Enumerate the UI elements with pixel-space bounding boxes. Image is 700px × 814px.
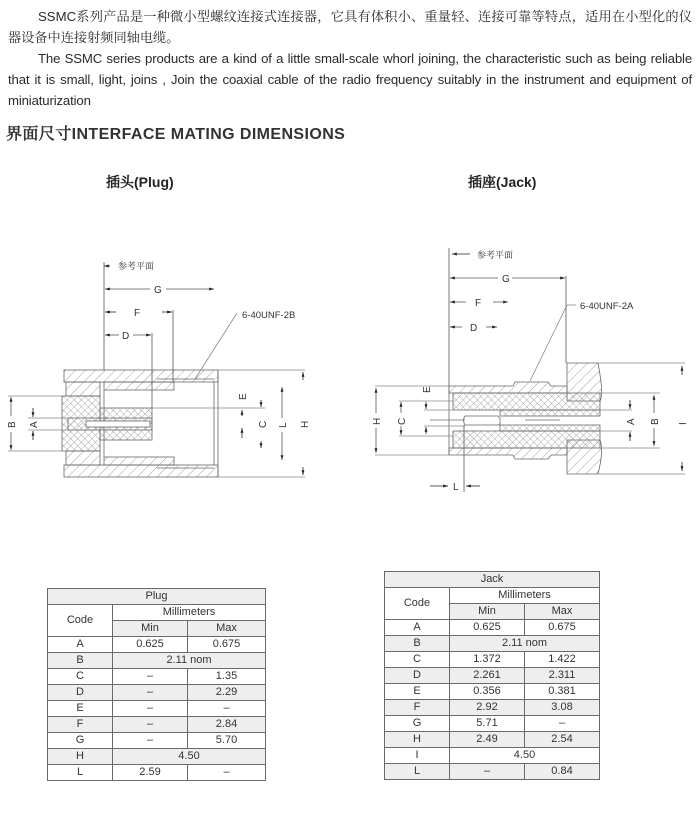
cell-nominal: 2.11 nom bbox=[113, 653, 266, 669]
jack-dimensions-table bbox=[384, 571, 600, 780]
cell-min: – bbox=[113, 733, 188, 749]
plug-center-socket bbox=[86, 421, 150, 427]
table-header-row bbox=[48, 605, 266, 621]
plug-label-G: G bbox=[154, 285, 162, 296]
cell-code: L bbox=[385, 764, 450, 780]
table-row bbox=[48, 765, 266, 781]
cell-max: 1.422 bbox=[525, 652, 600, 668]
jack-label-E: E bbox=[422, 386, 433, 393]
jack-unit-header: Millimeters bbox=[450, 588, 600, 604]
table-row bbox=[385, 652, 600, 668]
jack-label-D: D bbox=[470, 323, 478, 334]
cell-code: A bbox=[385, 620, 450, 636]
table-row bbox=[385, 684, 600, 700]
cell-max: 3.08 bbox=[525, 700, 600, 716]
plug-thread-label: 6-40UNF-2B bbox=[242, 310, 296, 321]
cell-code: G bbox=[385, 716, 450, 732]
cell-max: 2.29 bbox=[188, 685, 266, 701]
plug-shell-top bbox=[64, 370, 218, 382]
cell-max: – bbox=[188, 701, 266, 717]
cell-max: – bbox=[188, 765, 266, 781]
section-title: 界面尺寸INTERFACE MATING DIMENSIONS bbox=[6, 126, 346, 143]
cell-min: 0.625 bbox=[113, 637, 188, 653]
cell-code: C bbox=[385, 652, 450, 668]
cell-max: 5.70 bbox=[188, 733, 266, 749]
cell-min: 0.356 bbox=[450, 684, 525, 700]
cell-code: B bbox=[385, 636, 450, 652]
jack-label-L: L bbox=[453, 482, 459, 493]
table-row bbox=[48, 685, 266, 701]
plug-label-L: L bbox=[278, 422, 289, 428]
jack-table-title: Jack bbox=[385, 572, 600, 588]
jack-label-B: B bbox=[650, 418, 661, 425]
plug-unit-header: Millimeters bbox=[113, 605, 266, 621]
cell-code: D bbox=[385, 668, 450, 684]
cell-max: – bbox=[525, 716, 600, 732]
table-row bbox=[48, 733, 266, 749]
cell-nominal: 4.50 bbox=[450, 748, 600, 764]
plug-label-B: B bbox=[7, 421, 18, 428]
cell-min: 2.92 bbox=[450, 700, 525, 716]
cell-min: 2.59 bbox=[113, 765, 188, 781]
table-row bbox=[385, 636, 600, 652]
jack-label-I: I bbox=[678, 422, 689, 425]
plug-shell-bottom bbox=[64, 465, 218, 477]
cell-max: 2.54 bbox=[525, 732, 600, 748]
jack-label-A: A bbox=[626, 418, 637, 425]
table-row bbox=[48, 653, 266, 669]
cell-code: H bbox=[48, 749, 113, 765]
cell-code: L bbox=[48, 765, 113, 781]
plug-label-E: E bbox=[238, 393, 249, 400]
cell-code: G bbox=[48, 733, 113, 749]
table-row bbox=[385, 668, 600, 684]
intro-english: The SSMC series products are a kind of a little small-scale whorl joining, the characteristic such as being reliable that it is small, light, joins , Join the coaxial cable of the radio frequency suitably in the instrument and equipment of miniaturization bbox=[8, 51, 692, 108]
plug-label-D: D bbox=[122, 331, 130, 342]
jack-label-F: F bbox=[475, 298, 482, 309]
table-row bbox=[385, 764, 600, 780]
plug-max-header: Max bbox=[188, 621, 266, 637]
cell-min: 5.71 bbox=[450, 716, 525, 732]
table-title-row bbox=[385, 572, 600, 588]
cell-min: 0.625 bbox=[450, 620, 525, 636]
jack-max-header: Max bbox=[525, 604, 600, 620]
cell-code: C bbox=[48, 669, 113, 685]
cell-min: – bbox=[113, 701, 188, 717]
plug-label-C: C bbox=[258, 420, 269, 428]
cell-max: 2.311 bbox=[525, 668, 600, 684]
plug-label-H: H bbox=[300, 420, 311, 428]
intro-chinese: SSMC系列产品是一种微小型螺纹连接式连接器，它具有体积小、重量轻、连接可靠等特点，适用在小型化的仪器设备中连接射频同轴电缆。 bbox=[8, 9, 692, 45]
jack-label-G: G bbox=[502, 274, 510, 285]
cell-code: F bbox=[48, 717, 113, 733]
plug-title: 插头(Plug) bbox=[106, 174, 174, 190]
plug-dim-labels bbox=[7, 260, 311, 428]
jack-center-pin bbox=[464, 416, 501, 425]
jack-title: 插座(Jack) bbox=[468, 174, 537, 190]
jack-dielectric bbox=[453, 393, 600, 410]
cell-code: A bbox=[48, 637, 113, 653]
jack-thread-label: 6-40UNF-2A bbox=[580, 301, 634, 312]
cell-code: I bbox=[385, 748, 450, 764]
cell-min: – bbox=[450, 764, 525, 780]
cell-max: 0.675 bbox=[525, 620, 600, 636]
jack-reference-plane: 参考平面 bbox=[477, 250, 514, 260]
cell-code: F bbox=[385, 700, 450, 716]
cell-min: – bbox=[113, 685, 188, 701]
jack-min-header: Min bbox=[450, 604, 525, 620]
cell-min: – bbox=[113, 669, 188, 685]
table-row bbox=[385, 732, 600, 748]
cell-min: 2.49 bbox=[450, 732, 525, 748]
cell-nominal: 2.11 nom bbox=[450, 636, 600, 652]
table-title-row bbox=[48, 589, 266, 605]
cell-code: B bbox=[48, 653, 113, 669]
table-row bbox=[385, 700, 600, 716]
plug-reference-plane: 参考平面 bbox=[118, 261, 155, 271]
cell-code: E bbox=[48, 701, 113, 717]
plug-label-A: A bbox=[29, 421, 40, 428]
jack-drawing bbox=[375, 248, 685, 492]
plug-code-header: Code bbox=[48, 605, 113, 637]
table-row bbox=[48, 717, 266, 733]
plug-dimensions-table bbox=[47, 588, 266, 781]
jack-code-header: Code bbox=[385, 588, 450, 620]
table-row bbox=[48, 669, 266, 685]
table-row bbox=[48, 701, 266, 717]
plug-min-header: Min bbox=[113, 621, 188, 637]
cell-max: 0.675 bbox=[188, 637, 266, 653]
cell-code: H bbox=[385, 732, 450, 748]
table-row bbox=[385, 620, 600, 636]
cell-min: – bbox=[113, 717, 188, 733]
cell-max: 0.84 bbox=[525, 764, 600, 780]
jack-body-top bbox=[449, 382, 567, 393]
cell-code: D bbox=[48, 685, 113, 701]
cell-max: 0.381 bbox=[525, 684, 600, 700]
table-row bbox=[48, 637, 266, 653]
table-header-row bbox=[385, 588, 600, 604]
cell-min: 2.261 bbox=[450, 668, 525, 684]
jack-label-C: C bbox=[397, 417, 408, 425]
cell-nominal: 4.50 bbox=[113, 749, 266, 765]
jack-body-bottom bbox=[449, 448, 567, 459]
table-row bbox=[385, 748, 600, 764]
cell-min: 1.372 bbox=[450, 652, 525, 668]
cell-max: 1.35 bbox=[188, 669, 266, 685]
table-row bbox=[48, 749, 266, 765]
jack-label-H: H bbox=[372, 417, 383, 425]
plug-table-title: Plug bbox=[48, 589, 266, 605]
plug-label-F: F bbox=[134, 308, 141, 319]
table-row bbox=[385, 716, 600, 732]
cell-max: 2.84 bbox=[188, 717, 266, 733]
cell-code: E bbox=[385, 684, 450, 700]
